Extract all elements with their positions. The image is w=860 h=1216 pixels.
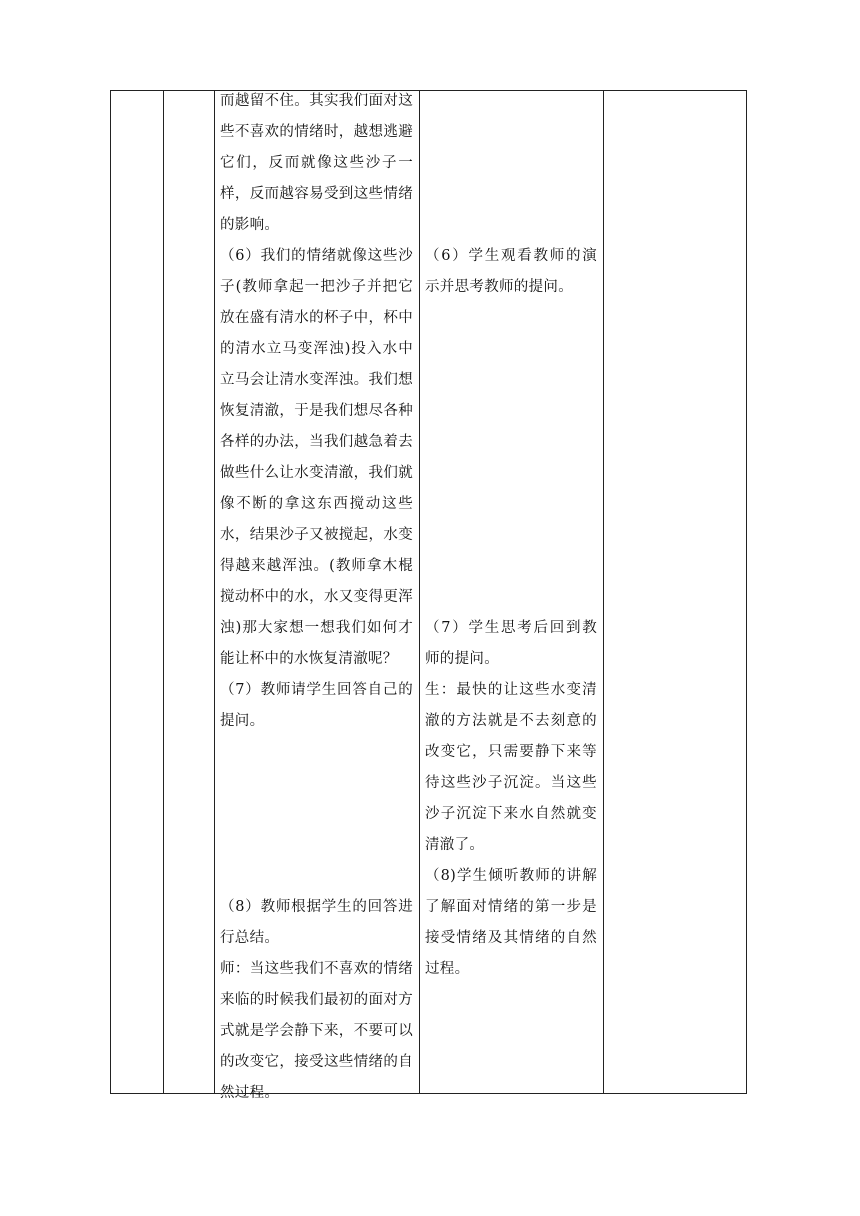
student-step-8: （8)学生倾听教师的讲解了解面对情绪的第一步是接受情绪及其情绪的自然过程。 [425, 868, 597, 977]
spacer [220, 737, 413, 892]
teacher-text-continued: 而越留不住。其实我们面对这些不喜欢的情绪时，越想逃避它们，反而就像这些沙子一样，反而越容易受到这些情绪的影响。 [220, 93, 413, 233]
teacher-activity-cell [214, 91, 419, 1101]
student-step-6: （6）学生观看教师的演示并思考教师的提问。 [425, 248, 597, 295]
teacher-step-8: （8）教师根据学生的回答进行总结。 [220, 899, 413, 946]
teacher-step-6: （6）我们的情绪就像这些沙子(教师拿起一把沙子并把它放在盛有清水的杯子中，杯中的清水立马变浑浊)投入水中立马会让清水变浑浊。我们想恢复清澈，于是我们想尽各种各样的办法，当我们越急着去做些什么让水变清澈，我们就像不断的拿这东西搅动这些水，结果沙子又被搅起，水变得越来越浑浊。(教师拿木棍搅动杯中的水，水又变得更浑浊)那大家想一想我们如何才能让杯中的水恢复清澈呢？ [220, 248, 413, 667]
student-activity-cell [419, 91, 603, 1093]
teacher-summary: 师：当这些我们不喜欢的情绪来临的时候我们最初的面对方式就是学会静下来，不要可以的改变它，接受这些情绪的自然过程。 [220, 961, 413, 1101]
teacher-step-7: （7）教师请学生回答自己的提问。 [220, 682, 413, 729]
spacer [425, 303, 597, 613]
empty-cell-col5 [603, 91, 748, 1093]
empty-cell-col2 [163, 91, 214, 1093]
student-answer: 生：最快的让这些水变清澈的方法就是不去刻意的改变它，只需要静下来等待这些沙子沉淀。当这些沙子沉淀下来水自然就变清澈了。 [425, 682, 597, 853]
spacer [425, 91, 597, 241]
lesson-plan-table [110, 90, 747, 1101]
student-step-7: （7）学生思考后回到教师的提问。 [425, 620, 597, 667]
empty-cell-col1 [111, 91, 163, 1093]
